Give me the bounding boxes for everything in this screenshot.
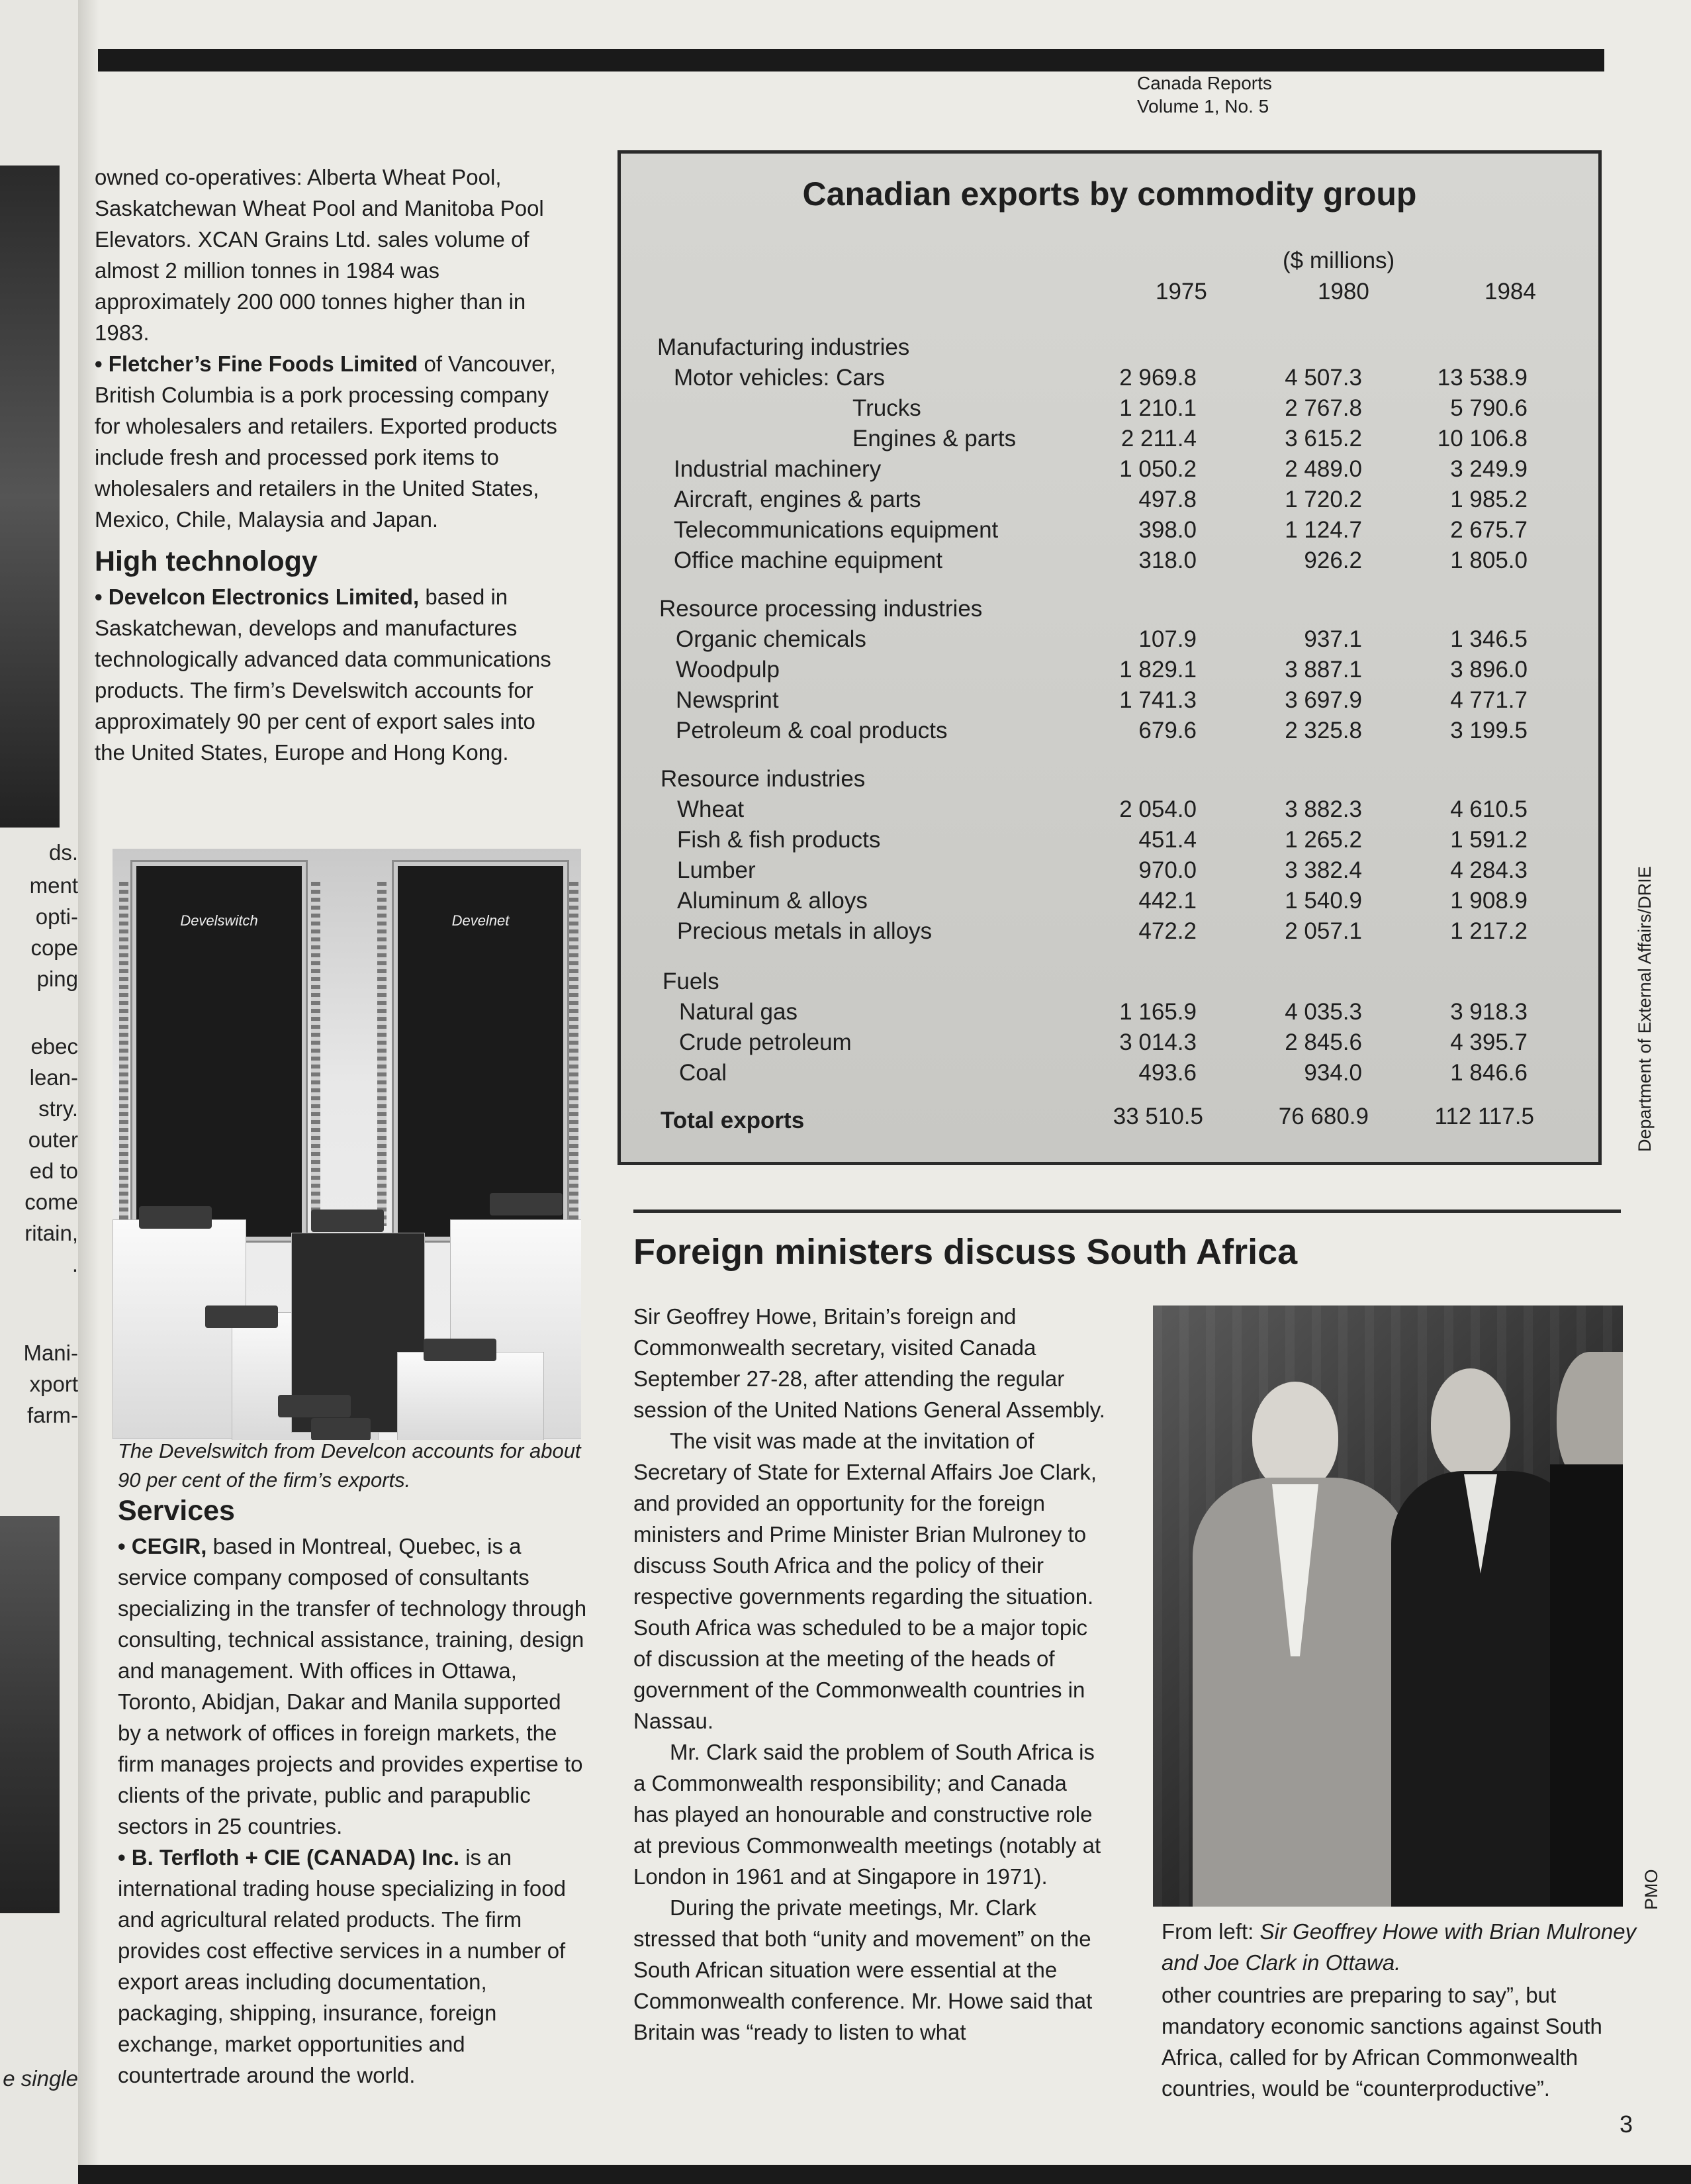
cell-1984: 3 199.5	[1450, 718, 1528, 743]
light-pillar	[119, 882, 128, 1226]
light-pillar	[569, 882, 578, 1226]
edge-fragment: ping	[36, 967, 78, 991]
edge-fragment: opti-	[35, 904, 78, 929]
bullet: •	[95, 585, 103, 609]
row-label: Coal	[679, 1060, 727, 1086]
modem-unit	[490, 1193, 563, 1215]
display-pedestal	[397, 1352, 544, 1440]
section-heading: High technology	[95, 546, 318, 577]
cell-1980: 2 057.1	[1285, 918, 1362, 944]
row-label: Woodpulp	[676, 657, 780, 683]
row-label: Engines & parts	[852, 426, 1017, 451]
cell-1984: 2 675.7	[1450, 517, 1528, 543]
cell-1980: 1 540.9	[1285, 888, 1362, 914]
cell-1975: 398.0	[1138, 517, 1197, 543]
group-heading: Manufacturing industries	[657, 334, 910, 360]
row-label: Wheat	[677, 796, 745, 822]
group-heading: Fuels	[663, 969, 719, 994]
row-label: Precious metals in alloys	[677, 918, 933, 944]
year-header: 1975	[1156, 279, 1207, 305]
cell-1984: 10 106.8	[1437, 426, 1528, 451]
cell-1975: 442.1	[1138, 888, 1197, 914]
total-1975: 33 510.5	[1113, 1104, 1203, 1129]
cell-1984: 13 538.9	[1437, 365, 1528, 391]
cell-1975: 2 969.8	[1119, 365, 1197, 391]
cell-1984: 1 985.2	[1450, 487, 1528, 512]
cell-1980: 2 767.8	[1285, 395, 1362, 421]
modem-unit	[311, 1210, 384, 1232]
modem-unit	[139, 1206, 212, 1229]
cell-1975: 679.6	[1138, 718, 1197, 743]
cell-1980: 2 489.0	[1285, 456, 1362, 482]
edge-fragment: stry.	[38, 1096, 78, 1121]
row-label: Office machine equipment	[674, 547, 942, 573]
paragraph: of Vancouver, British Columbia is a pork processing company for wholesalers and retailers. Exported products include fresh and processed pork items to wholesalers and retailers in the United States, Mexico, Chile, Malaysia and Japan.	[95, 352, 557, 532]
cell-1980: 1 720.2	[1285, 487, 1362, 512]
top-rule	[98, 49, 1604, 71]
paragraph: During the private meetings, Mr. Clark stressed that both “unity and movement” on the South African situation were essential at the Commonwealth conference. Mr. Howe said that Britain was “ready to listen to what	[633, 1895, 1093, 2044]
previous-page-edge	[0, 0, 79, 2184]
cell-1975: 3 014.3	[1119, 1029, 1197, 1055]
cell-1980: 926.2	[1304, 547, 1362, 573]
develswitch-cabinet	[132, 862, 306, 1241]
cell-1980: 1 265.2	[1285, 827, 1362, 853]
light-pillar	[311, 882, 320, 1226]
company-name: CEGIR,	[131, 1534, 207, 1558]
total-label: Total exports	[661, 1108, 805, 1133]
company-name: Fletcher’s Fine Foods Limited	[108, 352, 418, 376]
modem-unit	[424, 1339, 496, 1361]
cell-1980: 3 697.9	[1285, 687, 1362, 713]
cell-1975: 107.9	[1138, 626, 1197, 652]
cell-1975: 493.6	[1138, 1060, 1197, 1086]
section-rule	[633, 1210, 1621, 1213]
bullet: •	[118, 1534, 126, 1558]
cell-1984: 1 346.5	[1450, 626, 1528, 652]
row-label: Natural gas	[679, 999, 798, 1025]
display-pedestal	[113, 1219, 246, 1439]
cell-1980: 4 035.3	[1285, 999, 1362, 1025]
company-name: Develcon Electronics Limited,	[108, 585, 420, 609]
cell-1984: 1 846.6	[1450, 1060, 1528, 1086]
person-head	[1431, 1368, 1510, 1478]
row-label: Aircraft, engines & parts	[674, 487, 921, 512]
row-label: Fish & fish products	[677, 827, 881, 853]
bullet: •	[95, 352, 103, 376]
cell-1984: 1 908.9	[1450, 888, 1528, 914]
photo-caption	[1162, 1916, 1638, 1978]
row-label: Motor vehicles: Cars	[674, 365, 885, 391]
page-number: 3	[1620, 2111, 1633, 2138]
caption-lead: From left:	[1162, 1919, 1254, 1944]
cell-1980: 934.0	[1304, 1060, 1362, 1086]
cell-1980: 2 325.8	[1285, 718, 1362, 743]
left-column	[95, 162, 571, 768]
cell-1984: 1 591.2	[1450, 827, 1528, 853]
cell-1984: 4 284.3	[1450, 857, 1528, 883]
table-credit: Department of External Affairs/DRIE	[1635, 866, 1655, 1152]
edge-fragment: ment	[29, 873, 78, 898]
cell-1975: 970.0	[1138, 857, 1197, 883]
edge-fragment: ebec	[30, 1034, 78, 1059]
bullet: •	[118, 1845, 126, 1870]
issue-number: Volume 1, No. 5	[1137, 96, 1269, 117]
cell-1984: 3 896.0	[1450, 657, 1528, 683]
edge-fragment: come	[24, 1190, 78, 1214]
masthead	[1137, 71, 1272, 118]
edge-fragment: Mani-	[23, 1341, 78, 1365]
section-heading: Services	[118, 1495, 235, 1527]
cell-1980: 2 845.6	[1285, 1029, 1362, 1055]
develswitch-photo	[113, 849, 581, 1440]
paragraph: The visit was made at the invitation of Secretary of State for External Affairs Joe Clark, and provided an opportunity for the foreign ministers and Prime Minister Brian Mulroney to discuss South Africa and the policy of their respective governments regarding the situation. South Africa was scheduled to be a major topic of discussion at the meeting of the heads of government of the Commonwealth countries in Nassau.	[633, 1429, 1097, 1733]
modem-unit	[278, 1395, 351, 1417]
caption-text: Sir Geoffrey Howe with Brian Mulroney and Joe Clark in Ottawa.	[1162, 1919, 1637, 1975]
paragraph: other countries are preparing to say”, but mandatory economic sanctions against South Africa, called for by African Commonwealth countries, would be “counterproductive”.	[1162, 1983, 1602, 2101]
edge-fragment: xport	[29, 1372, 78, 1396]
cell-1975: 451.4	[1138, 827, 1197, 853]
cell-1975: 1 165.9	[1119, 999, 1197, 1025]
cell-1984: 1 217.2	[1450, 918, 1528, 944]
cell-1984: 4 771.7	[1450, 687, 1528, 713]
edge-fragment: ds.	[48, 840, 78, 865]
row-label: Trucks	[852, 395, 921, 421]
previous-page-photo	[0, 1516, 60, 1913]
ministers-photo	[1153, 1306, 1623, 1907]
cell-1975: 2 054.0	[1119, 796, 1197, 822]
person-head	[1252, 1382, 1338, 1491]
paragraph: owned co-operatives: Alberta Wheat Pool, Saskatchewan Wheat Pool and Manitoba Pool Elevators. XCAN Grains Ltd. sales volume of almost 2 million tonnes in 1984 was approximately 200 000 tonnes higher than in 1983.	[95, 165, 544, 345]
cell-1975: 1 050.2	[1119, 456, 1197, 482]
light-pillar	[377, 882, 387, 1226]
paragraph: based in Montreal, Quebec, is a service company composed of consultants specializing in the transfer of technology through consulting, technical assistance, training, design and management. With offices in Ottawa, Toronto, Abidjan, Dakar and Manila supported by a network of offices in foreign markets, the firm manages projects and provides expertise to clients of the private, public and parapublic sectors in 25 countries.	[118, 1534, 587, 1838]
publication-name: Canada Reports	[1137, 73, 1272, 93]
paragraph: based in Saskatchewan, develops and manufactures technologically advanced data communications products. The firm’s Develswitch accounts for approximately 90 per cent of export sales into the United States, Europe and Hong Kong.	[95, 585, 551, 765]
paragraph: Mr. Clark said the problem of South Africa is a Commonwealth responsibility; and Canada has played an honourable and constructive role at previous Commonwealth meetings (notably at London in 1961 and at Singapore in 1971).	[633, 1740, 1101, 1889]
group-heading: Resource industries	[661, 766, 866, 792]
scan-edge-shadow	[78, 2165, 1691, 2184]
cell-1980: 1 124.7	[1285, 517, 1362, 543]
row-label: Aluminum & alloys	[677, 888, 868, 914]
article-headline: Foreign ministers discuss South Africa	[633, 1232, 1298, 1272]
cell-1975: 2 211.4	[1120, 426, 1197, 451]
edge-fragment: lean-	[29, 1065, 78, 1090]
article-column-2	[1162, 1979, 1638, 2104]
cell-1975: 472.2	[1138, 918, 1197, 944]
cell-1980: 3 382.4	[1285, 857, 1362, 883]
company-name: B. Terfloth + CIE (CANADA) Inc.	[131, 1845, 460, 1870]
cell-1975: 318.0	[1138, 547, 1197, 573]
total-1980: 76 680.9	[1278, 1104, 1369, 1129]
cell-1975: 1 829.1	[1119, 657, 1197, 683]
photo-credit: PMO	[1641, 1869, 1661, 1910]
row-label: Petroleum & coal products	[676, 718, 948, 743]
table-units: ($ millions)	[1283, 248, 1395, 273]
article-column-1	[633, 1301, 1107, 2048]
cell-1980: 4 507.3	[1285, 365, 1362, 391]
row-label: Crude petroleum	[679, 1029, 852, 1055]
cell-1984: 3 918.3	[1450, 999, 1528, 1025]
cell-1975: 1 210.1	[1119, 395, 1197, 421]
cell-1975: 497.8	[1138, 487, 1197, 512]
paragraph: Sir Geoffrey Howe, Britain’s foreign and Commonwealth secretary, visited Canada September 27-28, after attending the regular session of the United Nations General Assembly.	[633, 1304, 1105, 1422]
cell-1980: 3 882.3	[1285, 796, 1362, 822]
row-label: Lumber	[677, 857, 756, 883]
cell-1984: 5 790.6	[1450, 395, 1528, 421]
row-label: Industrial machinery	[674, 456, 882, 482]
person-suit	[1550, 1464, 1623, 1907]
modem-unit	[205, 1306, 278, 1328]
paragraph: is an international trading house specializing in food and agricultural related products. The firm provides cost effective services in a number of export areas including documentation, packaging, shipping, insurance, foreign exchange, market opportunities and countertrade around the world.	[118, 1845, 566, 2087]
cell-1984: 4 395.7	[1450, 1029, 1528, 1055]
edge-fragment: ed to	[29, 1159, 78, 1183]
edge-fragment: outer	[28, 1127, 78, 1152]
total-1984: 112 117.5	[1434, 1104, 1534, 1129]
year-header: 1984	[1485, 279, 1536, 305]
cell-1980: 3 615.2	[1285, 426, 1362, 451]
row-label: Organic chemicals	[676, 626, 866, 652]
cell-1984: 4 610.5	[1450, 796, 1528, 822]
exports-table	[617, 150, 1602, 1165]
cabinet-label: Develswitch	[180, 912, 258, 929]
left-column-lower	[118, 1494, 589, 2091]
cell-1984: 1 805.0	[1450, 547, 1528, 573]
group-heading: Resource processing industries	[659, 596, 983, 622]
cell-1975: 1 741.3	[1119, 687, 1197, 713]
edge-fragment: cope	[30, 935, 78, 960]
cell-1980: 3 887.1	[1285, 657, 1362, 683]
photo-caption: The Develswitch from Develcon accounts for about 90 per cent of the firm’s exports.	[118, 1439, 581, 1492]
table-title: Canadian exports by commodity group	[802, 175, 1417, 213]
edge-fragment: farm-	[27, 1403, 78, 1427]
cabinet-label: Develnet	[451, 912, 510, 929]
year-header: 1980	[1318, 279, 1369, 305]
cell-1984: 3 249.9	[1450, 456, 1528, 482]
edge-fragment: .	[71, 1252, 78, 1276]
develnet-cabinet	[394, 862, 567, 1241]
edge-fragment: e single	[3, 2066, 78, 2091]
previous-page-photo	[0, 166, 60, 828]
row-label: Telecommunications equipment	[674, 517, 999, 543]
row-label: Newsprint	[676, 687, 779, 713]
edge-fragment: ritain,	[24, 1221, 78, 1245]
cell-1980: 937.1	[1304, 626, 1362, 652]
